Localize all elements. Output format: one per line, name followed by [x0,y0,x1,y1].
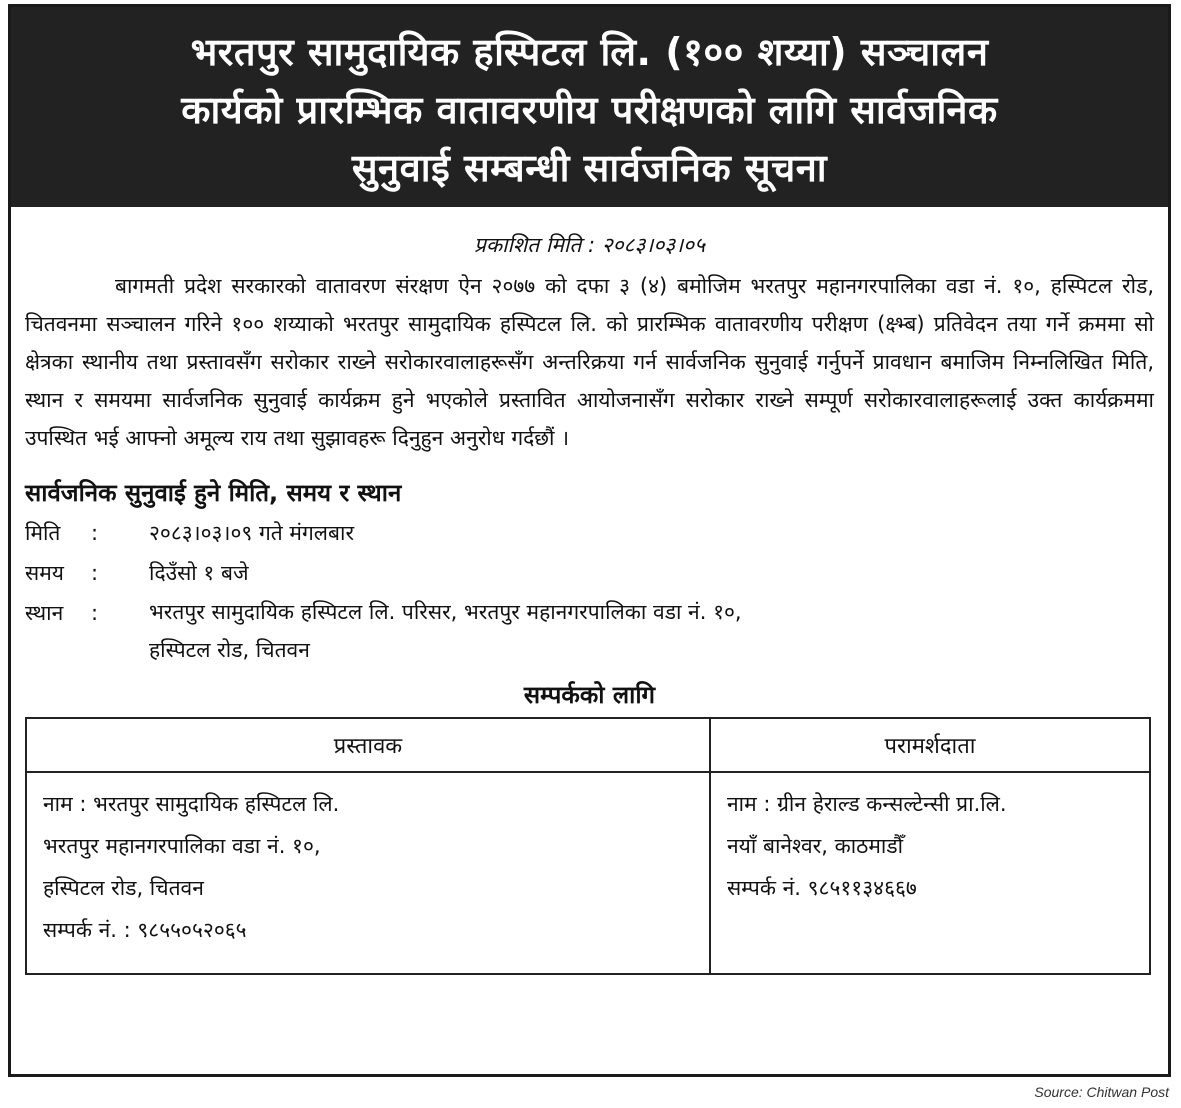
time-label: समय [25,561,64,585]
contact-heading: सम्पर्कको लागि [523,681,656,709]
contact-table [25,717,1151,975]
notice-title-line-2: कार्यको प्रारम्भिक वातावरणीय परीक्षणको लागि सार्वजनिक [181,88,998,132]
hearing-date-row [25,513,1154,553]
place-colon: : [91,601,99,625]
proponent-cell [26,772,710,974]
notice-paragraph: बागमती प्रदेश सरकारको वातावरण संरक्षण ऐन २०७७ को दफा ३ (४) बमोजिम भरतपुर महानगरपालिका वडा नं. १०, हस्पिटल रोड, चितवनमा सञ्चालन गरिने १०० शय्याको भरतपुर सामुदायिक हस्पिटल लि. को प्रारम्भिक वातावरणीय परीक्षण (क्ष्भ्ब) प्रतिवेदन तया गर्ने क्रममा सो क्षेत्रका स्थानीय तथा प्रस्तावसँग सरोकार राख्ने सरोकारवालाहरूसँग अन्तरिक्रया गर्न सार्वजनिक सुनुवाई गर्नुपर्ने प्रावधान बमाजिम निम्नलिखित मिति, स्थान र समयमा सार्वजनिक सुनुवाई कार्यक्रम हुने भएकोले प्रस्तावित आयोजनासँग सरोकार राख्ने सम्पूर्ण सरोकारवालाहरूलाई उक्त कार्यक्रममा उपस्थित भई आफ्नो अमूल्य राय तथा सुझावहरू दिनुहुन अनुरोध गर्दछौं । [25,274,1154,450]
consultant-phone: सम्पर्क नं. ९८५११३४६६७ [727,876,917,900]
place-label: स्थान [25,601,64,625]
public-notice [8,4,1171,1077]
notice-body [11,229,1168,975]
source-credit: Source: Chitwan Post [1034,1084,1169,1100]
consultant-address: नयाँ बानेश्वर, काठमाडौँ [727,834,904,858]
place-value-line-2: हस्पिटल रोड, चितवन [149,638,310,662]
time-value: दिउँसो १ बजे [149,561,249,585]
published-date: प्रकाशित मिति : २०८३।०३।०५ [474,233,705,257]
proponent-name: नाम : भरतपुर सामुदायिक हस्पिटल लि. [43,792,340,816]
hearing-time-row [25,553,1154,593]
proponent-phone: सम्पर्क नं. : ९८५५०५२०६५ [43,918,247,942]
notice-title-line-1: भरतपुर सामुदायिक हस्पिटल लि. (१०० शय्या) सञ्चालन [190,30,989,74]
place-value [149,593,1154,669]
consultant-header: परामर्शदाता [710,718,1150,772]
date-colon: : [91,521,99,545]
date-value: २०८३।०३।०९ गते मंगलबार [149,521,355,545]
proponent-address-1: भरतपुर महानगरपालिका वडा नं. १०, [43,834,321,858]
proponent-header: प्रस्तावक [26,718,710,772]
notice-title-line-3: सुनुवाई सम्बन्धी सार्वजनिक सूचना [351,146,828,190]
consultant-cell [710,772,1150,974]
place-value-line-1: भरतपुर सामुदायिक हस्पिटल लि. परिसर, भरतपुर महानगरपालिका वडा नं. १०, [149,600,742,624]
hearing-heading: सार्वजनिक सुनुवाई हुने मिति, समय र स्थान [25,479,402,507]
proponent-address-2: हस्पिटल रोड, चितवन [43,876,204,900]
date-label: मिति [25,521,61,545]
hearing-place-row [25,593,1154,669]
notice-title-banner [11,7,1168,207]
time-colon: : [91,561,99,585]
consultant-name: नाम : ग्रीन हेराल्ड कन्सल्टेन्सी प्रा.लि. [727,792,1007,816]
